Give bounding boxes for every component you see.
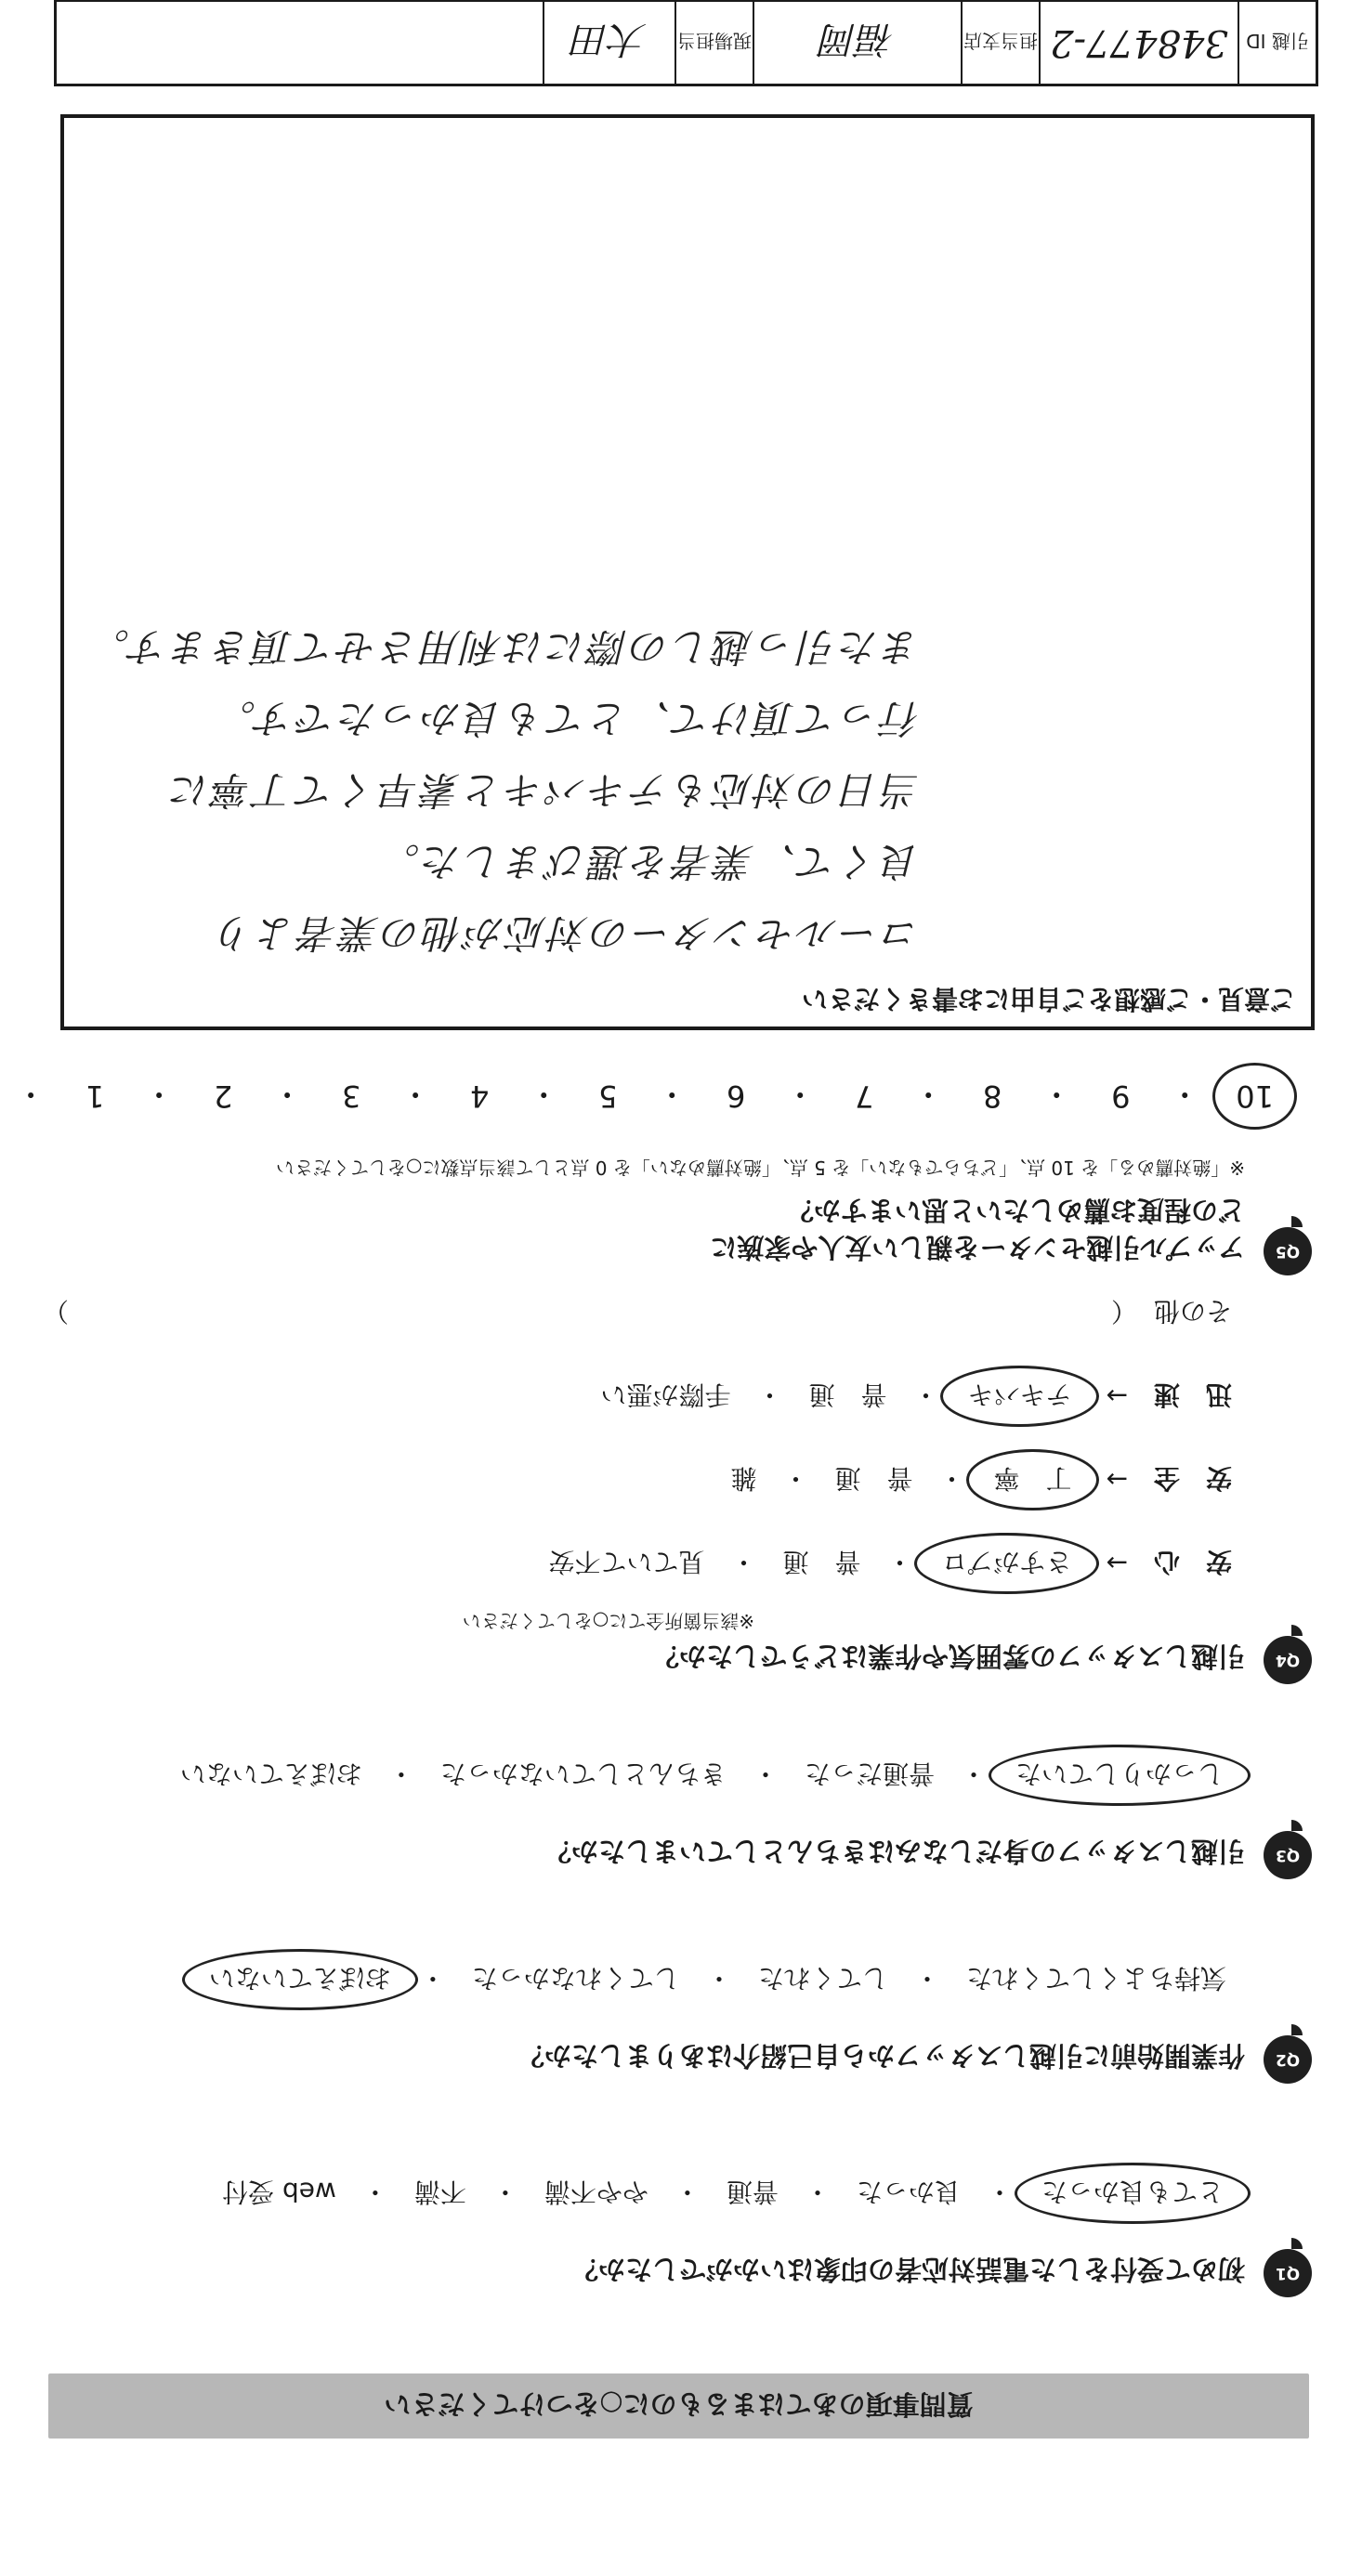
q2-option-pleasant[interactable]: 気持ちよくしてくれた xyxy=(965,1963,1226,1994)
move-id-label: 引越 ID xyxy=(1238,2,1316,84)
q5-text-line1: アップル引越センターを親しい友人や家族に xyxy=(710,1232,1245,1263)
instruction-bar xyxy=(48,2373,1309,2439)
handwriting-line: 行って頂けて、とても良かったです。 xyxy=(214,696,921,741)
q1-option-dissatisfied[interactable]: 不満 xyxy=(413,2177,466,2207)
q4-row-speed: 迅 速 → テキパキ ・ 普 通 ・ 手際が悪い xyxy=(595,1378,1232,1415)
q4-other-open: （ xyxy=(1110,1296,1137,1327)
q4-option-efficient[interactable]: テキパキ xyxy=(941,1366,1099,1427)
q4-option-professional[interactable]: さすがプロ xyxy=(915,1533,1099,1594)
q5-score-2[interactable]: 2 xyxy=(213,1079,233,1114)
q5-score-9[interactable]: 9 xyxy=(1111,1079,1131,1114)
handwriting-line: 当日の対応もテキパキと素早くて丁寧に xyxy=(167,767,921,813)
q2-text: 作業開始前に引越しスタッフから自己紹介はありましたか？ xyxy=(517,2040,1245,2072)
q4-row-reassurance: 安 心 → さすがプロ ・ 普 通 ・ 見ていて不安 xyxy=(543,1545,1232,1582)
opinion-title: ご意見・ご感想をご自由にお書きください xyxy=(801,984,1296,1014)
q4-badge: Q4 xyxy=(1264,1636,1312,1684)
instruction-text: 質問事項のあてはまるものに○をつけてください xyxy=(384,2388,974,2421)
question-4 xyxy=(39,1296,1312,1684)
question-1 xyxy=(39,2158,1312,2297)
q2-badge: Q2 xyxy=(1264,2035,1312,2084)
q4-option-worrying[interactable]: 見ていて不安 xyxy=(548,1547,705,1577)
q3-option-normal[interactable]: 普通だった xyxy=(804,1759,935,1789)
q4-option-normal[interactable]: 普 通 xyxy=(808,1380,887,1410)
q4-option-normal[interactable]: 普 通 xyxy=(834,1463,913,1494)
q1-option-slightly-dissatisfied[interactable]: やや不満 xyxy=(544,2177,648,2207)
q3-option-dont-remember[interactable]: おぼえていない xyxy=(179,1759,362,1789)
q5-score-6[interactable]: 6 xyxy=(727,1079,746,1114)
q3-option-not-neat[interactable]: きちんとしていなかった xyxy=(439,1759,727,1789)
branch-value: 福岡 xyxy=(753,2,961,84)
q5-text-line2: どの程度お薦めしたいと思いますか？ xyxy=(786,1195,1245,1226)
handwriting-line: 良くて、業者を選びました。 xyxy=(377,839,921,884)
q1-badge: Q1 xyxy=(1264,2249,1312,2297)
question-5 xyxy=(39,1155,1312,1275)
question-3 xyxy=(39,1740,1312,1879)
q4-row-label: 安 全 xyxy=(1153,1463,1232,1494)
q4-text: 引越しスタッフの雰囲気や作業はどうでしたか？ xyxy=(651,1641,1245,1672)
q4-option-rough[interactable]: 雑 xyxy=(730,1463,757,1494)
meta-blank-cell xyxy=(57,2,543,84)
q5-score-3[interactable]: 3 xyxy=(342,1079,361,1114)
arrow-icon: → xyxy=(1106,1548,1128,1579)
q5-scale: 10 ・ 9 ・ 8 ・ 7 ・ 6 ・ 5 ・ 4 ・ 3 ・ 2 ・ 1 ・ xyxy=(0,1075,1277,1118)
q1-option-web[interactable]: web 受付 xyxy=(222,2177,336,2207)
lead-value: 大田 xyxy=(543,2,674,84)
q4-row-safety: 安 全 → 丁 寧 ・ 普 通 ・ 雑 xyxy=(725,1461,1232,1498)
q4-row-label: 安 心 xyxy=(1153,1547,1232,1577)
q1-option-very-good[interactable]: とても良かった xyxy=(1015,2163,1251,2224)
arrow-icon: → xyxy=(1106,1464,1128,1496)
q1-option-good[interactable]: 良かった xyxy=(856,2177,961,2207)
q5-note: ※「絶対薦める」を 10 点、「どちらでもない」を 5 点、「絶対薦めない」を 0 点として該当点数に○をしてください xyxy=(275,1157,1245,1179)
q4-row-label: 迅 速 xyxy=(1153,1380,1232,1410)
q3-text: 引越しスタッフの身だしなみはきちんとしていましたか？ xyxy=(544,1836,1245,1867)
q1-option-normal[interactable]: 普通 xyxy=(726,2177,779,2207)
q5-score-5[interactable]: 5 xyxy=(598,1079,618,1114)
arrow-icon: → xyxy=(1106,1380,1128,1412)
q4-other-label: その他 xyxy=(1153,1296,1232,1327)
handwriting-line: コールセンターの対応が他の業者より xyxy=(212,910,921,956)
q3-options: しっかりしていた ・ 普通だった ・ きちんとしていなかった ・ おぼえていない xyxy=(175,1757,1232,1794)
q5-score-7[interactable]: 7 xyxy=(855,1079,874,1114)
lead-label: 現場担当 xyxy=(674,2,753,84)
q4-note: ※該当箇所全てに○をしてください xyxy=(462,1610,754,1632)
question-2 xyxy=(39,1944,1312,2084)
q1-text: 初めて受付をした電話対応者の印象はいかがでしたか？ xyxy=(570,2254,1245,2285)
q5-score-10[interactable]: 10 xyxy=(1212,1063,1297,1130)
q4-option-careful[interactable]: 丁 寧 xyxy=(967,1449,1099,1510)
meta-table xyxy=(54,0,1318,86)
q1-options: とても良かった ・ 良かった ・ 普通 ・ やや不満 ・ 不満 ・ web 受付 xyxy=(216,2175,1232,2212)
q2-option-dont-remember[interactable]: おぼえていない xyxy=(182,1949,418,2010)
opinion-box[interactable] xyxy=(60,114,1315,1030)
q3-badge: Q3 xyxy=(1264,1831,1312,1879)
q4-other-row xyxy=(43,1294,1232,1331)
q2-option-did[interactable]: してくれた xyxy=(757,1963,888,1994)
q2-option-did-not[interactable]: してくれなかった xyxy=(471,1963,680,1994)
q5-score-4[interactable]: 4 xyxy=(470,1079,490,1114)
q3-option-neat[interactable]: しっかりしていた xyxy=(989,1745,1251,1806)
branch-label: 担当支店 xyxy=(961,2,1039,84)
handwriting-line: また引っ越しの際には利用させて頂きます。 xyxy=(87,624,921,670)
q4-option-clumsy[interactable]: 手際が悪い xyxy=(600,1380,731,1410)
q5-score-8[interactable]: 8 xyxy=(983,1079,1002,1114)
q4-other-close: ） xyxy=(43,1296,70,1327)
move-id-value: 348477-2 xyxy=(1039,2,1238,84)
q5-score-1[interactable]: 1 xyxy=(85,1079,105,1114)
q2-options: 気持ちよくしてくれた ・ してくれた ・ してくれなかった ・ おぼえていない xyxy=(201,1961,1232,1998)
q4-option-normal[interactable]: 普 通 xyxy=(782,1547,861,1577)
q5-badge: Q5 xyxy=(1264,1227,1312,1275)
